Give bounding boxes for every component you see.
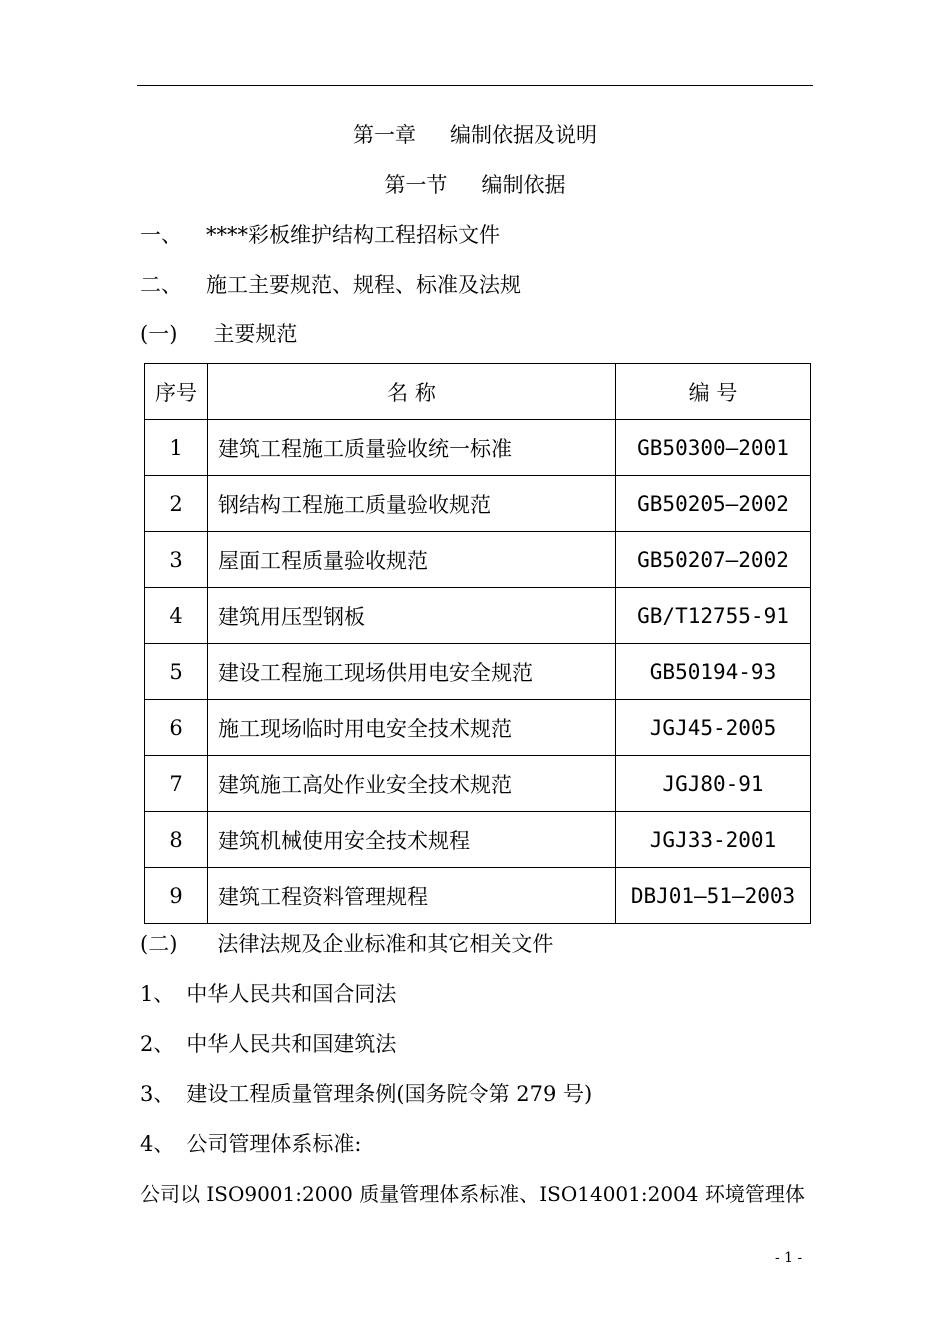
- row-name: 钢结构工程施工质量验收规范: [208, 476, 616, 532]
- item-2: [140, 271, 521, 299]
- standards-table: [144, 363, 811, 924]
- row-code: DBJ01—51—2003: [616, 868, 811, 924]
- row-name: 施工现场临时用电安全技术规范: [208, 700, 616, 756]
- table-row: [145, 420, 811, 476]
- table-row: [145, 868, 811, 924]
- law-text: 建设工程质量管理条例(国务院令第 279 号): [186, 1082, 593, 1106]
- header-no: 序号: [145, 364, 208, 420]
- sub-text: 主要规范: [213, 322, 298, 346]
- row-no: 3: [145, 532, 208, 588]
- item-text: 施工主要规范、规程、标准及法规: [206, 273, 521, 297]
- row-name: 建设工程施工现场供用电安全规范: [208, 644, 616, 700]
- item-marker: 一、: [140, 223, 182, 247]
- row-name: 建筑工程资料管理规程: [208, 868, 616, 924]
- table-row: [145, 700, 811, 756]
- table-row: [145, 756, 811, 812]
- section-number: 第一节: [384, 173, 448, 197]
- item-marker: 二、: [140, 273, 182, 297]
- law-item-3: [140, 1080, 592, 1108]
- table-header-row: [145, 364, 811, 420]
- row-name: 屋面工程质量验收规范: [208, 532, 616, 588]
- item-1: [140, 221, 500, 249]
- table-row: [145, 588, 811, 644]
- table-row: [145, 476, 811, 532]
- law-marker: 1、: [140, 982, 175, 1006]
- table-row: [145, 812, 811, 868]
- sub-heading-1: [140, 320, 297, 348]
- law-marker: 2、: [140, 1032, 175, 1056]
- row-name: 建筑用压型钢板: [208, 588, 616, 644]
- header-code: 编 号: [616, 364, 811, 420]
- row-code: GB50205—2002: [616, 476, 811, 532]
- table-row: [145, 644, 811, 700]
- row-no: 5: [145, 644, 208, 700]
- row-code: GB50300—2001: [616, 420, 811, 476]
- chapter-heading: [0, 121, 950, 149]
- row-no: 7: [145, 756, 208, 812]
- chapter-title: 编制依据及说明: [450, 123, 597, 147]
- row-code: JGJ33-2001: [616, 812, 811, 868]
- item-text: ****彩板维护结构工程招标文件: [206, 223, 500, 247]
- row-name: 建筑机械使用安全技术规程: [208, 812, 616, 868]
- row-no: 4: [145, 588, 208, 644]
- law-text: 中华人民共和国合同法: [186, 982, 397, 1006]
- sub-marker: (一): [140, 322, 178, 346]
- law-text: 公司管理体系标准:: [186, 1132, 362, 1156]
- row-code: JGJ80-91: [616, 756, 811, 812]
- law-marker: 3、: [140, 1082, 175, 1106]
- row-code: GB/T12755-91: [616, 588, 811, 644]
- header-name: 名 称: [208, 364, 616, 420]
- chapter-number: 第一章: [353, 123, 416, 147]
- body-paragraph: 公司以 ISO9001:2000 质量管理体系标准、ISO14001:2004 环境管理体: [140, 1182, 805, 1206]
- row-no: 1: [145, 420, 208, 476]
- row-name: 建筑施工高处作业安全技术规范: [208, 756, 616, 812]
- table-row: [145, 532, 811, 588]
- row-no: 2: [145, 476, 208, 532]
- row-name: 建筑工程施工质量验收统一标准: [208, 420, 616, 476]
- sub-marker: (二): [140, 932, 178, 956]
- law-item-4: [140, 1130, 361, 1158]
- section-heading: [0, 171, 950, 199]
- row-no: 6: [145, 700, 208, 756]
- row-no: 8: [145, 812, 208, 868]
- sub-text: 法律法规及企业标准和其它相关文件: [217, 932, 554, 956]
- law-item-2: [140, 1030, 396, 1058]
- sub-heading-2: [140, 930, 553, 958]
- law-marker: 4、: [140, 1132, 175, 1156]
- page-number: - 1 -: [775, 1250, 803, 1266]
- row-code: GB50194-93: [616, 644, 811, 700]
- row-code: JGJ45-2005: [616, 700, 811, 756]
- law-text: 中华人民共和国建筑法: [186, 1032, 397, 1056]
- row-no: 9: [145, 868, 208, 924]
- row-code: GB50207—2002: [616, 532, 811, 588]
- law-item-1: [140, 980, 396, 1008]
- header-rule: [137, 85, 813, 86]
- section-title: 编制依据: [481, 173, 566, 197]
